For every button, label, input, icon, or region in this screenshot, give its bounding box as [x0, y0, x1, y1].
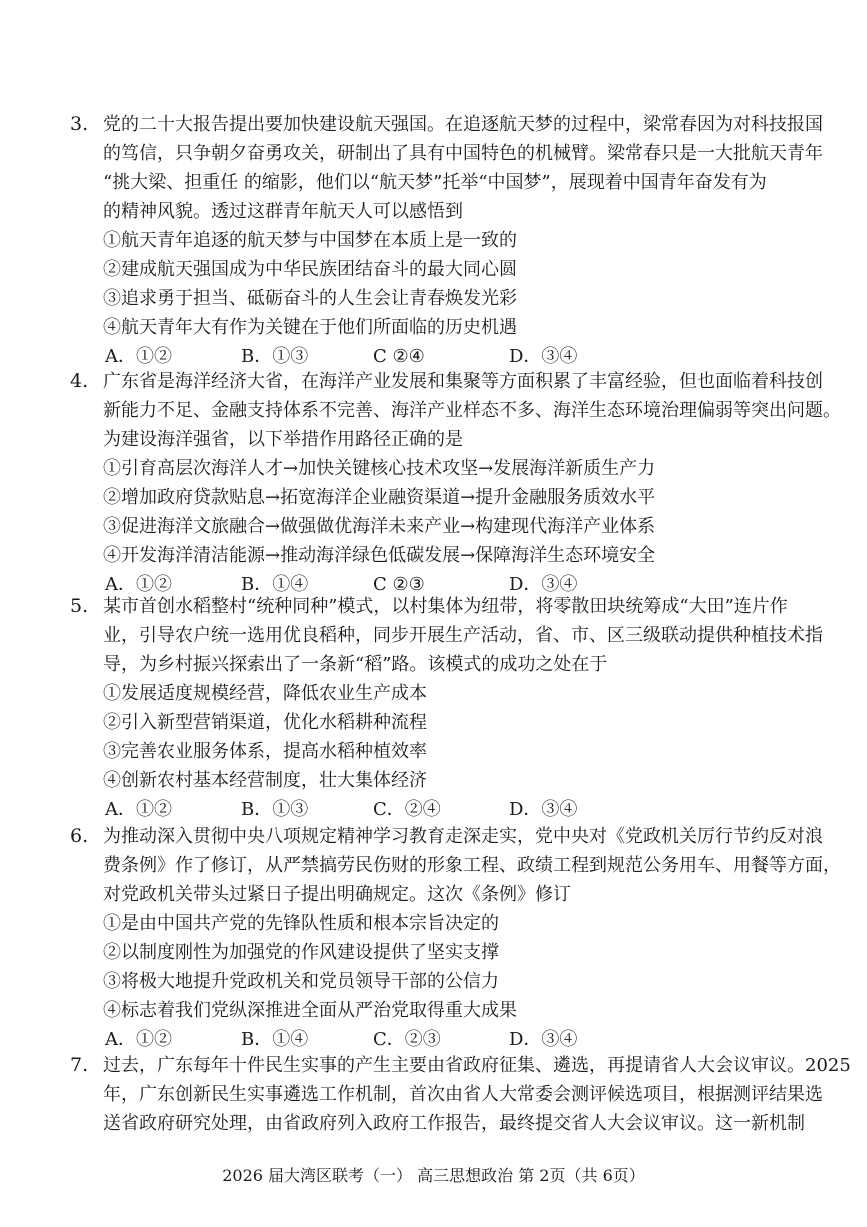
statement-list — [103, 454, 803, 570]
stem-line: 导，为乡村振兴探索出了一条新“稻”路。该模式的成功之处在于 — [103, 654, 608, 675]
statement-item: ④航天青年大有作为关键在于他们所面临的历史机遇 — [103, 317, 517, 338]
stem-line: 送省政府研究处理，由省政府列入政府工作报告，最终提交省人大会议审议。这一新机制 — [103, 1113, 805, 1134]
answer-choices — [103, 795, 803, 824]
statement-item: ④标志着我们党纵深推进全面从严治党取得重大成果 — [103, 1000, 517, 1021]
statement-item: ②建成航天强国成为中华民族团结奋斗的最大同心圆 — [103, 259, 517, 280]
stem-line: 广东省是海洋经济大省，在海洋产业发展和集聚等方面积累了丰富经验，但也面临着科技创 — [103, 371, 823, 392]
statement-item: ③将极大地提升党政机关和党员领导干部的公信力 — [103, 971, 499, 992]
statement-item: ②以制度刚性为加强党的作风建设提供了坚实支撑 — [103, 942, 499, 963]
stem-line: 某市首创水稻整村“统种同种”模式，以村集体为纽带，将零散田块统筹成“大田”连片作 — [103, 596, 788, 617]
answer-choice-d[interactable]: D．③④ — [509, 799, 578, 820]
answer-choice-c[interactable]: C ②④ — [373, 346, 425, 367]
answer-choice-a[interactable]: A．①② — [105, 799, 172, 820]
stem-line: 的精神风貌。透过这群青年航天人可以感悟到 — [103, 201, 463, 222]
question-stem — [103, 367, 841, 599]
page-footer: 2026 届大湾区联考（一） 高三思想政治 第 2页（共 6页） — [222, 1166, 645, 1185]
question-stem — [103, 592, 823, 824]
question-stem — [103, 110, 823, 371]
statement-list — [103, 909, 803, 1025]
stem-line: 新能力不足、金融支持体系不完善、海洋产业样态不多、海洋生态环境治理偏弱等突出问题。 — [103, 400, 841, 421]
stem-line: 对党政机关带头过紧日子提出明确规定。这次《条例》修订 — [103, 884, 571, 905]
answer-choice-c[interactable]: C．②④ — [373, 799, 441, 820]
statement-item: ④创新农村基本经营制度，壮大集体经济 — [103, 770, 427, 791]
statement-item: ①发展适度规模经营，降低农业生产成本 — [103, 683, 427, 704]
stem-line: 党的二十大报告提出要加快建设航天强国。在追逐航天梦的过程中，梁常春因为对科技报国 — [103, 114, 823, 135]
question-number: 7. — [70, 1054, 89, 1076]
statement-item: ①引育高层次海洋人才→加快关键核心技术攻坚→发展海洋新质生产力 — [103, 458, 656, 479]
statement-item: ③促进海洋文旅融合→做强做优海洋未来产业→构建现代海洋产业体系 — [103, 516, 656, 537]
statement-item: ②引入新型营销渠道，优化水稻耕种流程 — [103, 712, 427, 733]
answer-choice-b[interactable]: B．①④ — [241, 574, 309, 595]
statement-item: ③追求勇于担当、砥砺奋斗的人生会让青春焕发光彩 — [103, 288, 517, 309]
statement-list — [103, 679, 803, 795]
answer-choice-c[interactable]: C ②③ — [373, 574, 425, 595]
answer-choice-c[interactable]: C．②③ — [373, 1029, 441, 1050]
answer-choice-d[interactable]: D．③④ — [509, 346, 578, 367]
question-stem — [103, 1051, 851, 1138]
question-stem — [103, 822, 841, 1054]
question-number: 4. — [70, 370, 89, 392]
answer-choices — [103, 1025, 803, 1054]
question-number: 6. — [70, 825, 89, 847]
question-number: 3. — [70, 113, 89, 135]
stem-line: 为建设海洋强省，以下举措作用路径正确的是 — [103, 429, 463, 450]
answer-choice-d[interactable]: D．③④ — [509, 574, 578, 595]
stem-line: 的笃信，只争朝夕奋勇攻关，研制出了具有中国特色的机械臂。梁常春只是一大批航天青年 — [103, 143, 823, 164]
answer-choice-b[interactable]: B．①③ — [241, 799, 309, 820]
statement-item: ①是由中国共产党的先锋队性质和根本宗旨决定的 — [103, 913, 499, 934]
stem-line: 年，广东创新民生实事遴选工作机制，首次由省人大常委会测评候选项目，根据测评结果选 — [103, 1084, 823, 1105]
statement-list — [103, 226, 803, 342]
stem-line: 为推动深入贯彻中央八项规定精神学习教育走深走实，党中央对《党政机关厉行节约反对浪 — [103, 826, 823, 847]
statement-item: ③完善农业服务体系，提高水稻种植效率 — [103, 741, 427, 762]
stem-line: 费条例》作了修订，从严禁搞劳民伤财的形象工程、政绩工程到规范公务用车、用餐等方面， — [103, 855, 841, 876]
stem-line: 业，引导农户统一选用优良稻种，同步开展生产活动，省、市、区三级联动提供种植技术指 — [103, 625, 823, 646]
answer-choice-a[interactable]: A．①② — [105, 346, 172, 367]
answer-choice-b[interactable]: B．①④ — [241, 1029, 309, 1050]
statement-item: ②增加政府贷款贴息→拓宽海洋企业融资渠道→提升金融服务质效水平 — [103, 487, 656, 508]
answer-choice-a[interactable]: A．①② — [105, 574, 172, 595]
stem-line: 过去，广东每年十件民生实事的产生主要由省政府征集、遴选，再提请省人大会议审议。2025 — [103, 1055, 851, 1076]
answer-choice-a[interactable]: A．①② — [105, 1029, 172, 1050]
statement-item: ①航天青年追逐的航天梦与中国梦在本质上是一致的 — [103, 230, 517, 251]
statement-item: ④开发海洋清洁能源→推动海洋绿色低碳发展→保障海洋生态环境安全 — [103, 545, 656, 566]
answer-choice-d[interactable]: D．③④ — [509, 1029, 578, 1050]
stem-line: “挑大梁、担重任 的缩影，他们以“航天梦”托举“中国梦”，展现着中国青年奋发有为 — [103, 172, 767, 193]
answer-choice-b[interactable]: B．①③ — [241, 346, 309, 367]
question-number: 5. — [70, 595, 89, 617]
